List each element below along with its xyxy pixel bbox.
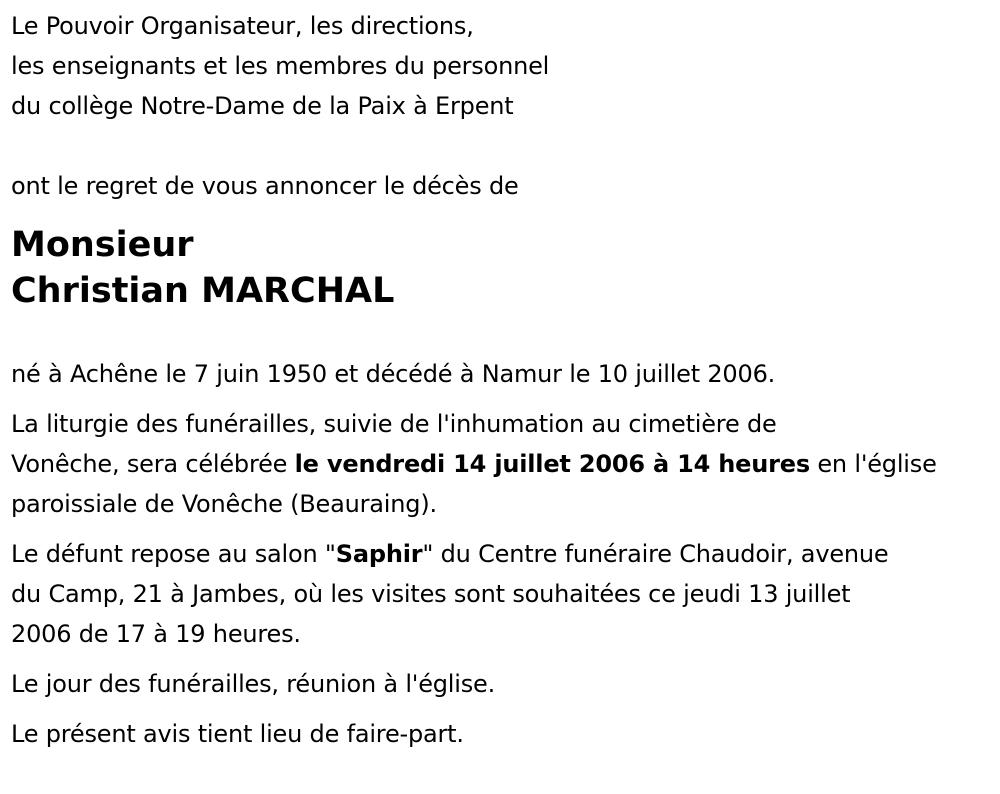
details-section bbox=[11, 354, 996, 754]
liturgy-line-2-start: Vonêche, sera célébrée bbox=[11, 450, 295, 478]
salon-paragraph bbox=[11, 534, 996, 654]
salon-line-1 bbox=[11, 534, 996, 574]
announcement-line: ont le regret de vous annoncer le décès de bbox=[11, 172, 519, 200]
spacer bbox=[11, 126, 996, 166]
liturgy-line-1: La liturgie des funérailles, suivie de l'inhumation au cimetière de bbox=[11, 410, 777, 438]
deceased-name: Christian MARCHAL bbox=[11, 271, 395, 311]
notice-text: Le présent avis tient lieu de faire-part. bbox=[11, 720, 464, 748]
liturgy-paragraph bbox=[11, 404, 996, 524]
intro-line-2: les enseignants et les membres du personnel bbox=[11, 52, 550, 80]
birth-death-text: né à Achêne le 7 juin 1950 et décédé à Namur le 10 juillet 2006. bbox=[11, 360, 776, 388]
liturgy-line-3: paroissiale de Vonêche (Beauraing). bbox=[11, 490, 437, 518]
intro-line-1: Le Pouvoir Organisateur, les directions, bbox=[11, 12, 474, 40]
notice-paragraph bbox=[11, 714, 996, 754]
intro-line-3: du collège Notre-Dame de la Paix à Erpent bbox=[11, 92, 514, 120]
funeral-date-time: le vendredi 14 juillet 2006 à 14 heures bbox=[294, 450, 810, 478]
salon-name: Saphir bbox=[335, 540, 423, 568]
liturgy-line-2 bbox=[11, 444, 996, 484]
meeting-paragraph bbox=[11, 664, 996, 704]
salon-line-1-end: " du Centre funéraire Chaudoir, avenue bbox=[422, 540, 889, 568]
liturgy-line-2-end: en l'église bbox=[809, 450, 937, 478]
obituary-notice bbox=[11, 6, 996, 764]
salon-line-2: du Camp, 21 à Jambes, où les visites sont souhaitées ce jeudi 13 juillet bbox=[11, 580, 851, 608]
salon-line-3: 2006 de 17 à 19 heures. bbox=[11, 620, 301, 648]
deceased-name-block bbox=[11, 222, 996, 314]
salon-line-1-start: Le défunt repose au salon " bbox=[11, 540, 336, 568]
birth-death-paragraph bbox=[11, 354, 996, 394]
deceased-title: Monsieur bbox=[11, 225, 194, 265]
meeting-text: Le jour des funérailles, réunion à l'église. bbox=[11, 670, 496, 698]
